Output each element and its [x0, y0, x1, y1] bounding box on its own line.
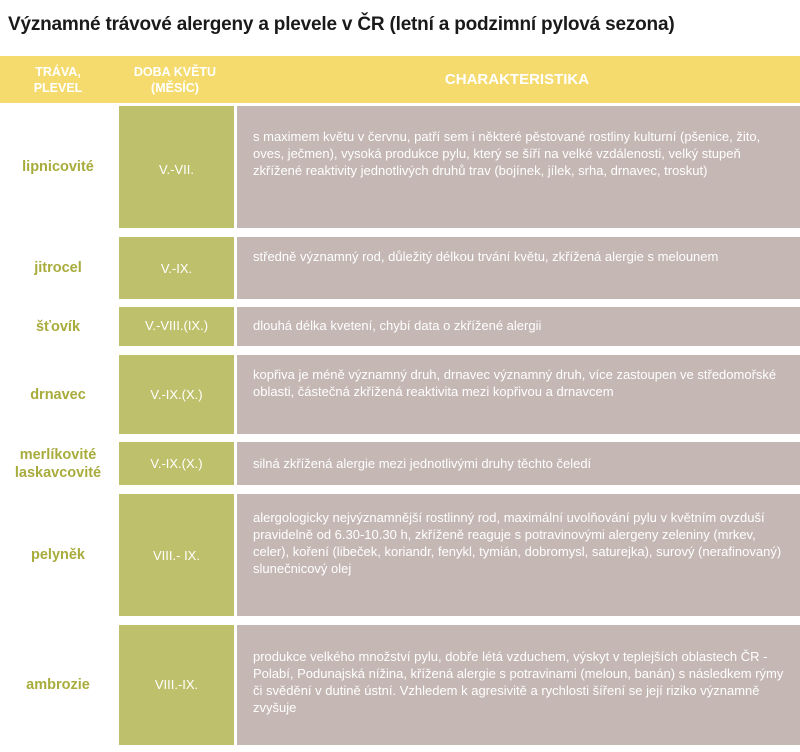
- plant-name: [0, 307, 116, 346]
- plant-name-line2: laskavcovité: [14, 464, 102, 481]
- characteristics: [237, 625, 800, 745]
- bloom-time-text: VIII.-IX.: [154, 677, 199, 692]
- plant-name-text: šťovík: [35, 318, 81, 335]
- characteristics-text: silná zkřížená alergie mezi jednotlivými druhy těchto čeledí: [253, 456, 592, 471]
- bloom-time-text: V.-VIII.(IX.): [144, 318, 209, 333]
- plant-name-text: lipnicovité: [22, 159, 94, 175]
- characteristics-text: alergologicky nejvýznamnější rostlinný rod, maximální uvolňování pylu v květním ovzduší pravidelně od 6.30-10.30 h, zkříženě reaguje s potravinovými alergeny zeleniny (mrkev, celer), koření (libeček, koriandr, fenykl, tymián, dobromysl, saturejka), surový (nerafinovaný) slunečnicový olej: [253, 510, 782, 576]
- characteristics-text: dlouhá délka kvetení, chybí data o zkřížené alergii: [253, 318, 542, 333]
- characteristics: [237, 355, 800, 434]
- bloom-time: [119, 442, 234, 485]
- characteristics: [237, 237, 800, 299]
- plant-name-text: ambrozie: [26, 677, 90, 693]
- characteristics: [237, 307, 800, 346]
- plant-name: [0, 106, 116, 228]
- plant-name: [0, 237, 116, 299]
- header-plant-line1: TRÁVA,: [35, 64, 81, 79]
- header-plant: [0, 56, 116, 103]
- bloom-time-text: V.-IX.(X.): [150, 387, 203, 402]
- header-bloom-line1: DOBA KVĚTU: [133, 64, 217, 79]
- bloom-time: [119, 355, 234, 434]
- table-row: [0, 307, 800, 346]
- characteristics-text: kopřiva je méně významný druh, drnavec významný druh, více zastoupen ve středomořské oblasti, částečná zkřížená reaktivita mezi kopřivou a drnavcem: [253, 367, 777, 399]
- bloom-time: [119, 494, 234, 616]
- characteristics: [237, 106, 800, 228]
- plant-name: [0, 442, 116, 485]
- plant-name-line1: merlíkovité: [19, 446, 97, 463]
- plant-name: [0, 494, 116, 616]
- plant-name-text: jitrocel: [34, 260, 82, 276]
- bloom-time: [119, 625, 234, 745]
- header-bloom-time: [116, 56, 234, 103]
- bloom-time-text: VIII.- IX.: [153, 548, 200, 563]
- characteristics-text: produkce velkého množství pylu, dobře létá vzduchem, výskyt v teplejších oblastech ČR - Polabí, Podunajská nížina, křížená alergie s potravinami (meloun, banán) s následkem rýmy či svědění v dutině ústní. Vzhledem k agresivitě a rychlosti šíření se její riziko významně zvyšuje: [253, 649, 784, 715]
- table-row: [0, 625, 800, 745]
- bloom-time: [119, 106, 234, 228]
- bloom-time-text: V.-IX.: [160, 261, 193, 276]
- header-characteristics-label: CHARAKTERISTIKA: [444, 71, 590, 88]
- table-row: [0, 355, 800, 434]
- bloom-time-text: V.-IX.(X.): [150, 456, 203, 471]
- table-row: [0, 442, 800, 485]
- table-row: [0, 106, 800, 228]
- characteristics: [237, 494, 800, 616]
- plant-name-text: pelyněk: [31, 547, 85, 563]
- characteristics-text: středně významný rod, důležitý délkou trvání květu, zkřížená alergie s melounem: [253, 249, 719, 264]
- plant-name-text: drnavec: [30, 386, 86, 403]
- bloom-time-text: V.-VII.: [159, 162, 194, 177]
- characteristics: [237, 442, 800, 485]
- bloom-time: [119, 237, 234, 299]
- plant-name: [0, 355, 116, 434]
- header-plant-line2: PLEVEL: [33, 80, 83, 95]
- bloom-time: [119, 307, 234, 346]
- characteristics-text: s maximem květu v červnu, patří sem i některé pěstované rostliny kulturní (pšenice, žito, oves, ječmen), vysoká produkce pylu, který se šíří na velké vzdálenosti, velký stupeň zkřížené reaktivity jednotlivých druhů trav (bojínek, jílek, srha, drnavec, troskut): [253, 129, 761, 178]
- table-row: [0, 494, 800, 616]
- plant-name: [0, 625, 116, 745]
- header-bloom-line2: (MĚSÍC): [151, 80, 199, 95]
- header-characteristics: [234, 56, 800, 103]
- page-title: Významné trávové alergeny a plevele v ČR (letní a podzimní pylová sezona): [8, 14, 675, 35]
- table-row: [0, 237, 800, 299]
